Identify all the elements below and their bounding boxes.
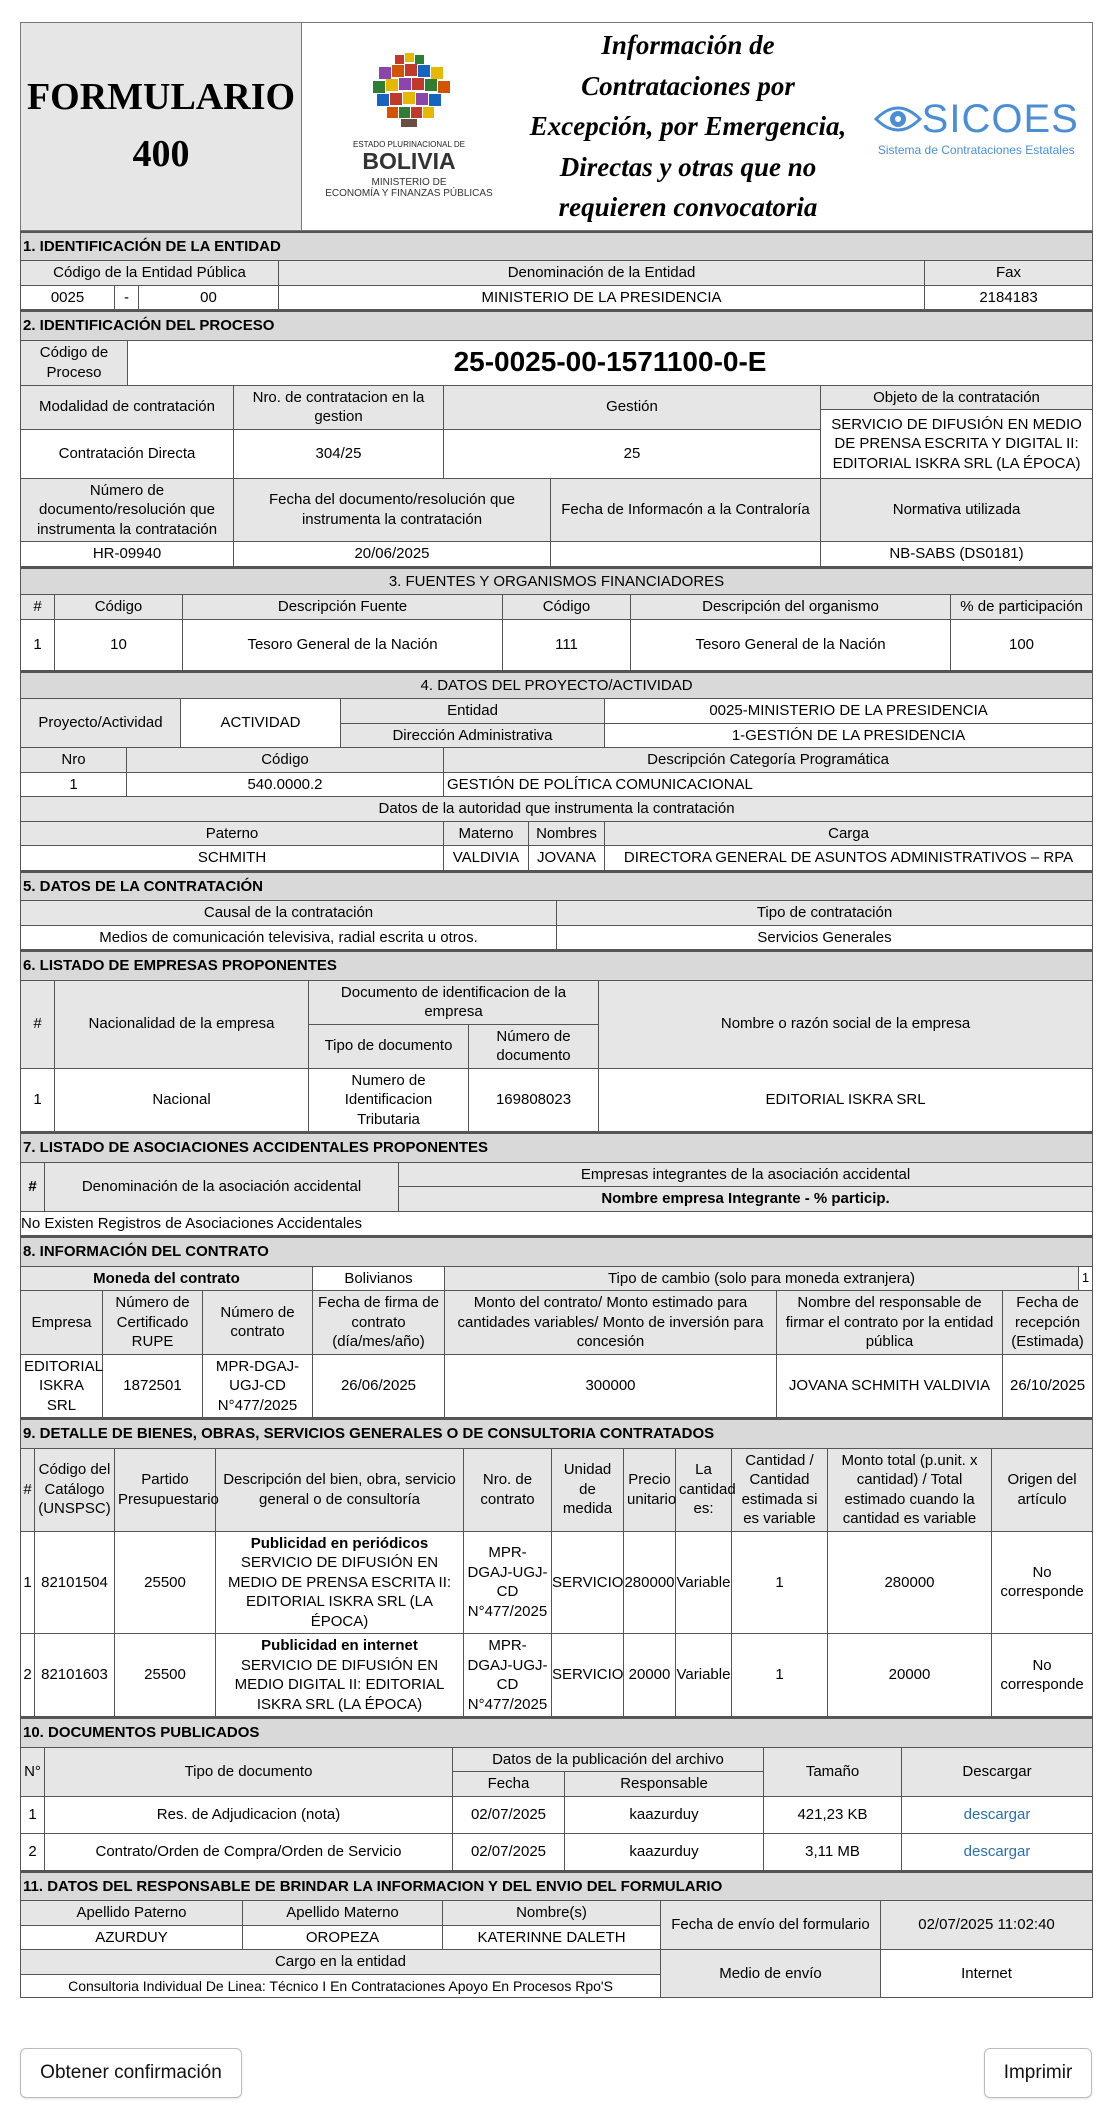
- bolivia-coat-of-arms-icon: [309, 49, 509, 199]
- cell-responsable: kaazurduy: [565, 1833, 764, 1870]
- section-11-table: [20, 1871, 1093, 1998]
- section-6-title: 6. LISTADO DE EMPRESAS PROPONENTES: [21, 951, 1093, 980]
- form-label: FORMULARIO: [26, 76, 296, 119]
- header-modalidad: Modalidad de contratación: [21, 385, 234, 429]
- header-materno: Materno: [444, 821, 529, 846]
- table-row: [21, 1833, 1093, 1870]
- sicoes-logo: [861, 23, 1093, 231]
- sicoes-eye-icon: [874, 97, 922, 141]
- section-10-title: 10. DOCUMENTOS PUBLICADOS: [21, 1718, 1093, 1747]
- cell-tamano: 3,11 MB: [764, 1833, 902, 1870]
- cell-nro-contrato: MPR-DGAJ-UGJ-CD N°477/2025: [464, 1634, 552, 1717]
- header-denominacion-asociacion: Denominación de la asociación accidental: [45, 1162, 399, 1211]
- cell-unidad-medida: SERVICIO: [552, 1634, 624, 1717]
- table-row: [21, 1068, 1093, 1132]
- table-row: [21, 1634, 1093, 1717]
- ministry-logo: [302, 23, 516, 231]
- header-tipo-documento: Tipo de documento: [309, 1024, 469, 1068]
- header-nombres: Nombre(s): [443, 1901, 661, 1926]
- section-6-table: [20, 950, 1093, 1132]
- section-8-table: [20, 1236, 1093, 1418]
- cell-tipo-documento: Res. de Adjudicacion (nota): [45, 1796, 453, 1833]
- header-fecha-recepcion: Fecha de recepción (Estimada): [1003, 1291, 1093, 1355]
- section-7-title: 7. LISTADO DE ASOCIACIONES ACCIDENTALES PROPONENTES: [21, 1133, 1093, 1162]
- fecha-documento-value: 20/06/2025: [234, 542, 551, 567]
- download-link[interactable]: descargar: [963, 1805, 1031, 1823]
- header-documento-identificacion: Documento de identificacion de la empresa: [309, 980, 599, 1024]
- cell-fecha-firma: 26/06/2025: [313, 1354, 445, 1418]
- table-row: [21, 619, 1093, 670]
- header-numero-contrato: Número de contrato: [203, 1291, 313, 1355]
- header-tamano: Tamaño: [764, 1747, 902, 1796]
- cell-participacion: 100: [951, 619, 1093, 670]
- header-objeto: Objeto de la contratación: [821, 385, 1093, 410]
- header-certificado-rupe: Número de Certificado RUPE: [103, 1291, 203, 1355]
- cell-empresa: EDITORIAL ISKRA SRL: [21, 1354, 103, 1418]
- entity-code-b: 00: [139, 285, 279, 310]
- item-description: SERVICIO DE DIFUSIÓN EN MEDIO DE PRENSA ESCRITA II: EDITORIAL ISKRA SRL (LA ÉPOCA): [227, 1554, 452, 1630]
- entity-name: MINISTERIO DE LA PRESIDENCIA: [279, 285, 925, 310]
- form-header: [20, 22, 1093, 231]
- descripcion-categoria-value: GESTIÓN DE POLÍTICA COMUNICACIONAL: [444, 772, 1093, 797]
- header-partida: Partido Presupuestario: [115, 1448, 216, 1531]
- causal-value: Medios de comunicación televisiva, radial escrita u otros.: [21, 925, 557, 950]
- apellido-materno-value: OROPEZA: [243, 1925, 443, 1950]
- header-codigo-catalogo: Código del Catálogo (UNSPSC): [35, 1448, 115, 1531]
- apellido-paterno-value: AZURDUY: [21, 1925, 243, 1950]
- cell-monto: 300000: [445, 1354, 777, 1418]
- tipo-cambio-value: 1: [1079, 1266, 1093, 1291]
- cell-cantidad: 1: [732, 1531, 828, 1634]
- form-number: 400: [132, 133, 190, 176]
- header-descripcion-fuente: Descripción Fuente: [183, 595, 503, 620]
- header-fecha-contraloria: Fecha de Informacón a la Contraloría: [551, 478, 821, 542]
- cell-descargar: [902, 1796, 1093, 1833]
- estado-text: ESTADO PLURINACIONAL DE: [352, 139, 465, 149]
- cell-partida: 25500: [115, 1634, 216, 1717]
- header-origen: Origen del artículo: [992, 1448, 1093, 1531]
- cargo-value: Consultoria Individual De Linea: Técnico I En Contrataciones Apoyo En Procesos Rpo'S: [21, 1974, 661, 1997]
- cell-codigo-fuente: 10: [55, 619, 183, 670]
- header-nro: Nro: [21, 748, 127, 773]
- cell-num: 2: [21, 1634, 35, 1717]
- header-apellido-materno: Apellido Materno: [243, 1901, 443, 1926]
- bolivia-text: BOLIVIA: [362, 147, 456, 174]
- section-3-title: 3. FUENTES Y ORGANISMOS FINANCIADORES: [21, 568, 1093, 595]
- header-causal: Causal de la contratación: [21, 901, 557, 926]
- table-row: [21, 1796, 1093, 1833]
- header-monto: Monto del contrato/ Monto estimado para cantidades variables/ Monto de inversión para concesión: [445, 1291, 777, 1355]
- header-nombres: Nombres: [529, 821, 605, 846]
- section-1-table: [20, 231, 1093, 311]
- table-row: [21, 1354, 1093, 1418]
- header-tipo-documento: Tipo de documento: [45, 1747, 453, 1796]
- header-descripcion-categoria: Descripción Categoría Programática: [444, 748, 1093, 773]
- cell-fecha-recepcion: 26/10/2025: [1003, 1354, 1093, 1418]
- cell-num: 1: [21, 1068, 55, 1132]
- cell-cantidad-es: Variable: [676, 1531, 732, 1634]
- section-2-table: [20, 310, 1093, 567]
- header-paterno: Paterno: [21, 821, 444, 846]
- info-title-line4: Directas y otras que no: [559, 151, 817, 182]
- cell-fecha: 02/07/2025: [453, 1833, 565, 1870]
- header-participacion: % de participación: [951, 595, 1093, 620]
- header-codigo-fuente: Código: [55, 595, 183, 620]
- header-nombre-empresa-integrante: Nombre empresa Integrante - % particip.: [399, 1187, 1093, 1212]
- cell-numero-contrato: MPR-DGAJ-UGJ-CD N°477/2025: [203, 1354, 313, 1418]
- ministerio-line1: MINISTERIO DE: [371, 176, 447, 188]
- entity-code-a: 0025: [21, 285, 115, 310]
- header-num: #: [21, 980, 55, 1068]
- header-tipo-contratacion: Tipo de contratación: [557, 901, 1093, 926]
- header-nro-contrato: Nro. de contrato: [464, 1448, 552, 1531]
- section-2-title: 2. IDENTIFICACIÓN DEL PROCESO: [21, 311, 1093, 340]
- header-cargo: Cargo en la entidad: [21, 1950, 661, 1975]
- download-link[interactable]: descargar: [963, 1842, 1031, 1860]
- cell-nacionalidad: Nacional: [55, 1068, 309, 1132]
- header-codigo: Código: [127, 748, 444, 773]
- section-3-table: [20, 567, 1093, 671]
- no-records-text: No Existen Registros de Asociaciones Accidentales: [21, 1211, 399, 1236]
- table-row: [21, 1531, 1093, 1634]
- cell-descripcion-bien: [216, 1531, 464, 1634]
- entity-code-separator: -: [115, 285, 139, 310]
- cell-descripcion-bien: [216, 1634, 464, 1717]
- cell-origen: No corresponde: [992, 1634, 1093, 1717]
- header-cantidad-es: La cantidad es:: [676, 1448, 732, 1531]
- section-7-table: [20, 1132, 1093, 1236]
- medio-envio-value: Internet: [881, 1950, 1093, 1998]
- cell-codigo-organismo: 111: [503, 619, 631, 670]
- header-denominacion: Denominación de la Entidad: [279, 261, 925, 286]
- section-8-title: 8. INFORMACIÓN DEL CONTRATO: [21, 1237, 1093, 1266]
- fecha-envio-value: 02/07/2025 11:02:40: [881, 1901, 1093, 1950]
- header-tipo-cambio: Tipo de cambio (solo para moneda extranjera): [445, 1266, 1079, 1291]
- cell-monto-total: 20000: [828, 1634, 992, 1717]
- header-responsable-firma: Nombre del responsable de firmar el contrato por la entidad pública: [777, 1291, 1003, 1355]
- cell-responsable: kaazurduy: [565, 1796, 764, 1833]
- form-container: [20, 22, 1092, 1998]
- header-nro-contratacion: Nro. de contratacion en la gestion: [234, 385, 444, 429]
- header-unidad-medida: Unidad de medida: [552, 1448, 624, 1531]
- imprimir-button[interactable]: Imprimir: [984, 2048, 1092, 2098]
- tipo-contratacion-value: Servicios Generales: [557, 925, 1093, 950]
- header-num: N°: [21, 1747, 45, 1796]
- section-1-title: 1. IDENTIFICACIÓN DE LA ENTIDAD: [21, 232, 1093, 261]
- cell-descripcion-organismo: Tesoro General de la Nación: [631, 619, 951, 670]
- normativa-value: NB-SABS (DS0181): [821, 542, 1093, 567]
- codigo-value: 540.0000.2: [127, 772, 444, 797]
- cell-tamano: 421,23 KB: [764, 1796, 902, 1833]
- item-title: Publicidad en periódicos: [250, 1534, 429, 1552]
- header-datos-publicacion: Datos de la publicación del archivo: [453, 1747, 764, 1772]
- header-proyecto: Proyecto/Actividad: [21, 699, 181, 748]
- paterno-value: SCHMITH: [21, 846, 444, 871]
- cell-nombre-empresa: EDITORIAL ISKRA SRL: [599, 1068, 1093, 1132]
- cell-num: 2: [21, 1833, 45, 1870]
- cell-responsable-firma: JOVANA SCHMITH VALDIVIA: [777, 1354, 1003, 1418]
- info-title-cell: [516, 23, 861, 231]
- header-monto-total: Monto total (p.unit. x cantidad) / Total estimado cuando la cantidad es variable: [828, 1448, 992, 1531]
- fecha-contraloria-value: [551, 542, 821, 567]
- cell-nro-contrato: MPR-DGAJ-UGJ-CD N°477/2025: [464, 1531, 552, 1634]
- cell-numero-documento: 169808023: [469, 1068, 599, 1132]
- section-10-table: [20, 1717, 1093, 1871]
- objeto-contratacion: SERVICIO DE DIFUSIÓN EN MEDIO DE PRENSA ESCRITA Y DIGITAL II: EDITORIAL ISKRA SRL (LA ÉPOCA): [821, 410, 1093, 479]
- header-carga: Carga: [605, 821, 1093, 846]
- header-codigo-proceso: Código de Proceso: [21, 340, 128, 385]
- section-9-title: 9. DETALLE DE BIENES, OBRAS, SERVICIOS GENERALES O DE CONSULTORIA CONTRATADOS: [21, 1419, 1093, 1448]
- materno-value: VALDIVIA: [444, 846, 529, 871]
- header-fecha-firma: Fecha de firma de contrato (día/mes/año): [313, 1291, 445, 1355]
- cell-unidad-medida: SERVICIO: [552, 1531, 624, 1634]
- cell-descripcion-fuente: Tesoro General de la Nación: [183, 619, 503, 670]
- header-numero-documento: Número de documento/resolución que instrumenta la contratación: [21, 478, 234, 542]
- header-responsable: Responsable: [565, 1772, 764, 1797]
- info-title-line5: requieren convocatoria: [558, 192, 818, 222]
- header-num: #: [21, 1448, 35, 1531]
- header-num: #: [21, 1162, 45, 1211]
- cell-codigo-catalogo: 82101504: [35, 1531, 115, 1634]
- modalidad-value: Contratación Directa: [21, 429, 234, 478]
- sicoes-name: SICOES: [921, 97, 1079, 142]
- header-numero-documento: Número de documento: [469, 1024, 599, 1068]
- cell-num: 1: [21, 1796, 45, 1833]
- nro-contratacion-value: 304/25: [234, 429, 444, 478]
- direccion-value: 1-GESTIÓN DE LA PRESIDENCIA: [605, 723, 1093, 748]
- header-descargar: Descargar: [902, 1747, 1093, 1796]
- section-5-table: [20, 871, 1093, 951]
- info-title-line1: Información de: [601, 30, 775, 60]
- entidad-value: 0025-MINISTERIO DE LA PRESIDENCIA: [605, 699, 1093, 724]
- section-4-table: [20, 671, 1093, 871]
- nro-value: 1: [21, 772, 127, 797]
- header-descripcion-organismo: Descripción del organismo: [631, 595, 951, 620]
- cell-num: 1: [21, 619, 55, 670]
- numero-documento-value: HR-09940: [21, 542, 234, 567]
- header-medio-envio: Medio de envío: [661, 1950, 881, 1998]
- header-cantidad: Cantidad / Cantidad estimada si es variable: [732, 1448, 828, 1531]
- header-empresas-integrantes: Empresas integrantes de la asociación accidental: [399, 1162, 1093, 1187]
- header-apellido-paterno: Apellido Paterno: [21, 1901, 243, 1926]
- header-gestion: Gestión: [444, 385, 821, 429]
- header-descripcion-bien: Descripción del bien, obra, servicio general o de consultoría: [216, 1448, 464, 1531]
- header-precio-unitario: Precio unitario: [624, 1448, 676, 1531]
- cell-origen: No corresponde: [992, 1531, 1093, 1634]
- cell-tipo-documento: Contrato/Orden de Compra/Orden de Servicio: [45, 1833, 453, 1870]
- header-empresa: Empresa: [21, 1291, 103, 1355]
- cell-descargar: [902, 1833, 1093, 1870]
- sicoes-subtitle: Sistema de Contrataciones Estatales: [877, 143, 1075, 158]
- header-fecha-documento: Fecha del documento/resolución que instrumenta la contratación: [234, 478, 551, 542]
- header-num: #: [21, 595, 55, 620]
- cell-precio-unitario: 280000: [624, 1531, 676, 1634]
- cell-cantidad: 1: [732, 1634, 828, 1717]
- header-fax: Fax: [925, 261, 1093, 286]
- gestion-value: 25: [444, 429, 821, 478]
- autoridad-subtitle: Datos de la autoridad que instrumenta la contratación: [21, 797, 1093, 822]
- form-number-cell: [21, 23, 302, 231]
- header-nombre-empresa: Nombre o razón social de la empresa: [599, 980, 1093, 1068]
- item-description: SERVICIO DE DIFUSIÓN EN MEDIO DIGITAL II: EDITORIAL ISKRA SRL (LA ÉPOCA): [234, 1656, 445, 1713]
- item-title: Publicidad en internet: [261, 1637, 418, 1654]
- section-4-title: 4. DATOS DEL PROYECTO/ACTIVIDAD: [21, 672, 1093, 699]
- nombres-value: KATERINNE DALETH: [443, 1925, 661, 1950]
- header-moneda: Moneda del contrato: [21, 1266, 313, 1291]
- header-codigo-entidad: Código de la Entidad Pública: [21, 261, 279, 286]
- header-fecha-envio: Fecha de envío del formulario: [661, 1901, 881, 1950]
- section-5-title: 5. DATOS DE LA CONTRATACIÓN: [21, 872, 1093, 901]
- cell-partida: 25500: [115, 1531, 216, 1634]
- header-entidad: Entidad: [341, 699, 605, 724]
- cell-precio-unitario: 20000: [624, 1634, 676, 1717]
- ministerio-line2: ECONOMÍA Y FINANZAS PÚBLICAS: [325, 187, 493, 199]
- header-codigo-organismo: Código: [503, 595, 631, 620]
- cell-fecha: 02/07/2025: [453, 1796, 565, 1833]
- obtener-confirmacion-button[interactable]: Obtener confirmación: [20, 2048, 242, 2098]
- process-code: 25-0025-00-1571100-0-E: [128, 340, 1093, 385]
- section-9-table: [20, 1418, 1093, 1717]
- proyecto-value: ACTIVIDAD: [181, 699, 341, 748]
- info-title-line3: Excepción, por Emergencia,: [529, 111, 847, 141]
- header-fecha: Fecha: [453, 1772, 565, 1797]
- moneda-value: Bolivianos: [313, 1266, 445, 1291]
- entity-fax: 2184183: [925, 285, 1093, 310]
- cell-codigo-catalogo: 82101603: [35, 1634, 115, 1717]
- cell-monto-total: 280000: [828, 1531, 992, 1634]
- header-direccion: Dirección Administrativa: [341, 723, 605, 748]
- cell-certificado-rupe: 1872501: [103, 1354, 203, 1418]
- info-title-line2: Contrataciones por: [581, 70, 795, 101]
- section-11-title: 11. DATOS DEL RESPONSABLE DE BRINDAR LA INFORMACION Y DEL ENVIO DEL FORMULARIO: [21, 1872, 1093, 1901]
- header-normativa: Normativa utilizada: [821, 478, 1093, 542]
- cell-cantidad-es: Variable: [676, 1634, 732, 1717]
- header-nacionalidad: Nacionalidad de la empresa: [55, 980, 309, 1068]
- carga-value: DIRECTORA GENERAL DE ASUNTOS ADMINISTRATIVOS – RPA: [605, 846, 1093, 871]
- nombres-value: JOVANA: [529, 846, 605, 871]
- cell-num: 1: [21, 1531, 35, 1634]
- cell-tipo-documento: Numero de Identificacion Tributaria: [309, 1068, 469, 1132]
